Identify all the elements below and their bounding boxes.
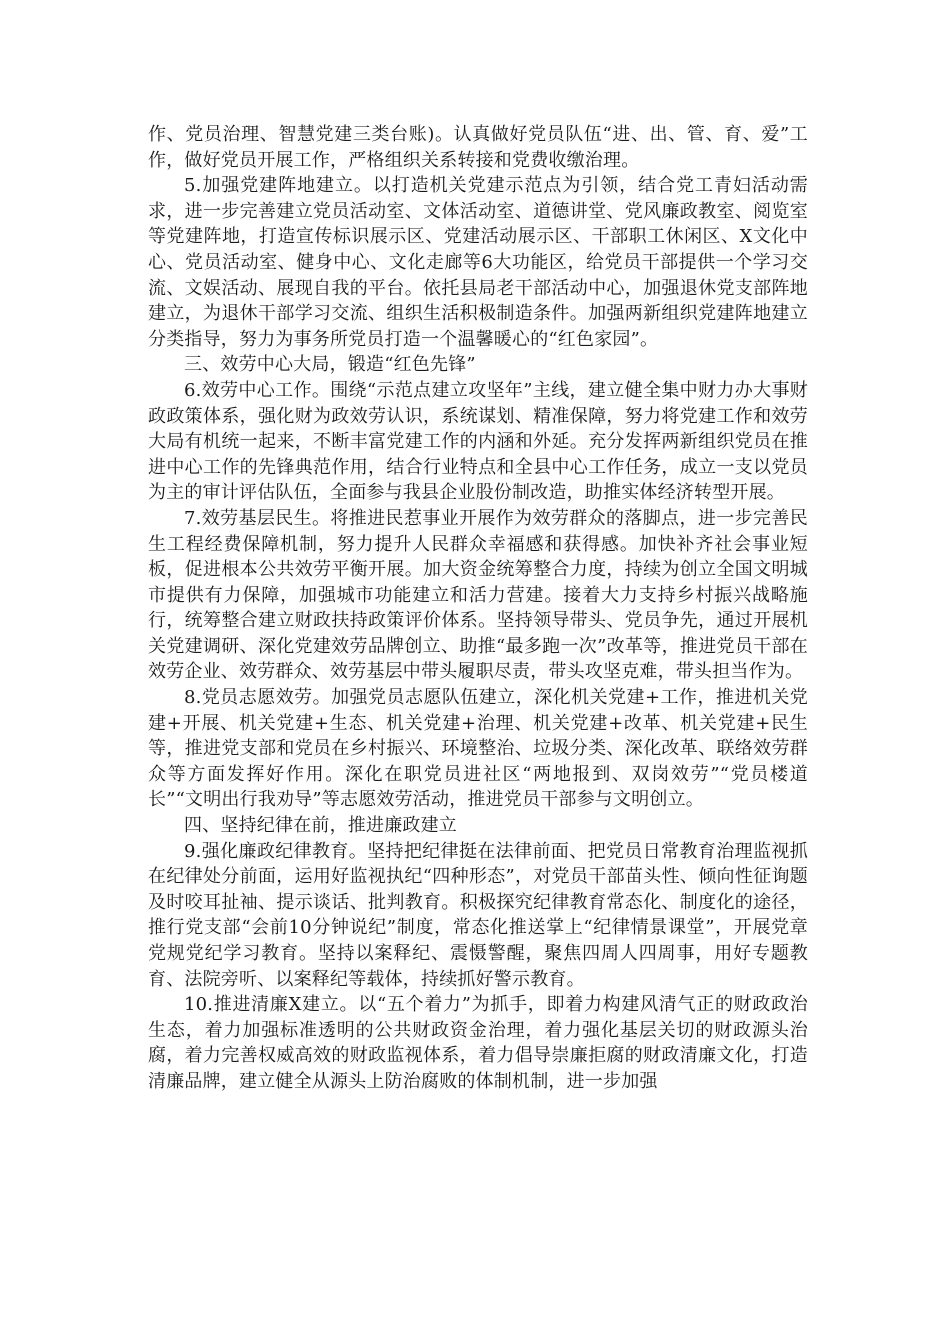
paragraph: 5.加强党建阵地建立。以打造机关党建示范点为引领，结合党工青妇活动需求，进一步完善建立党员活动室、文体活动室、道德讲堂、党风廉政教室、阅览室等党建阵地，打造宣传标识展示区、党建活动展示区、干部职工休闲区、X文化中心、党员活动室、健身中心、文化走廊等6大功能区，给党员干部提供一个学习交流、文娱活动、展现自我的平台。依托县局老干部活动中心，加强退休党支部阵地建立，为退休干部学习交流、组织生活积极制造条件。加强两新组织党建阵地建立分类指导，努力为事务所党员打造一个温馨暖心的“红色家园”。 xyxy=(148,175,808,350)
paragraph: 10.推进清廉X建立。以“五个着力”为抓手，即着力构建风清气正的财政政治生态，着力加强标准透明的公共财政资金治理，着力强化基层关切的财政源头治腐，着力完善权威高效的财政监视体系，着力倡导崇廉拒腐的财政清廉文化，打造清廉品牌，建立健全从源头上防治腐败的体制机制，进一步加强 xyxy=(148,994,808,1092)
paragraph: 作、党员治理、智慧党建三类台账)。认真做好党员队伍“进、出、管、育、爱”工作，做好党员开展工作，严格组织关系转接和党费收缴治理。 xyxy=(148,124,808,171)
paragraph: 6.效劳中心工作。围绕“示范点建立攻坚年”主线，建立健全集中财力办大事财政政策体系，强化财为政效劳认识，系统谋划、精准保障，努力将党建工作和效劳大局有机统一起来，不断丰富党建工作的内涵和外延。充分发挥两新组织党员在推进中心工作的先锋典范作用，结合行业特点和全县中心工作任务，成立一支以党员为主的审计评估队伍，全面参与我县企业股份制改造，助推实体经济转型开展。 xyxy=(148,379,808,504)
paragraph: 8.党员志愿效劳。加强党员志愿队伍建立，深化机关党建+工作，推进机关党建+开展、机关党建+生态、机关党建+治理、机关党建+改革、机关党建+民生等，推进党支部和党员在乡村振兴、环境整治、垃圾分类、深化改革、联络效劳群众等方面发挥好作用。深化在职党员进社区“两地报到、双岗效劳”“党员楼道长”“文明出行我劝导”等志愿效劳活动，推进党员干部参与文明创立。 xyxy=(148,687,808,811)
section-heading: 三、效劳中心大局，锻造“红色先锋” xyxy=(184,354,476,376)
section-heading: 四、坚持纪律在前，推进廉政建立 xyxy=(184,815,457,837)
paragraph: 7.效劳基层民生。将推进民惹事业开展作为效劳群众的落脚点，进一步完善民生工程经费保障机制，努力提升人民群众幸福感和获得感。加快补齐社会事业短板，促进根本公共效劳平衡开展。加大资金统筹整合力度，持续为创立全国文明城市提供有力保障，加强城市功能建立和活力营建。接着大力支持乡村振兴战略施行，统筹整合建立财政扶持政策评价体系。坚持领导带头、党员争先，通过开展机关党建调研、深化党建效劳品牌创立、助推“最多跑一次”改革等，推进党员干部在效劳企业、效劳群众、效劳基层中带头履职尽责，带头攻坚克难，带头担当作为。 xyxy=(148,507,808,683)
document-body xyxy=(148,122,808,1095)
paragraph: 9.强化廉政纪律教育。坚持把纪律挺在法律前面、把党员日常教育治理监视抓在纪律处分前面，运用好监视执纪“四种形态”，对党员干部苗头性、倾向性征询题及时咬耳扯袖、提示谈话、批判教育。积极探究纪律教育常态化、制度化的途径，推行党支部“会前10分钟说纪”制度，常态化推送掌上“纪律情景课堂”，开展党章党规党纪学习教育。坚持以案释纪、震慑警醒，聚焦四周人四周事，用好专题教育、法院旁听、以案释纪等载体，持续抓好警示教育。 xyxy=(148,840,808,990)
